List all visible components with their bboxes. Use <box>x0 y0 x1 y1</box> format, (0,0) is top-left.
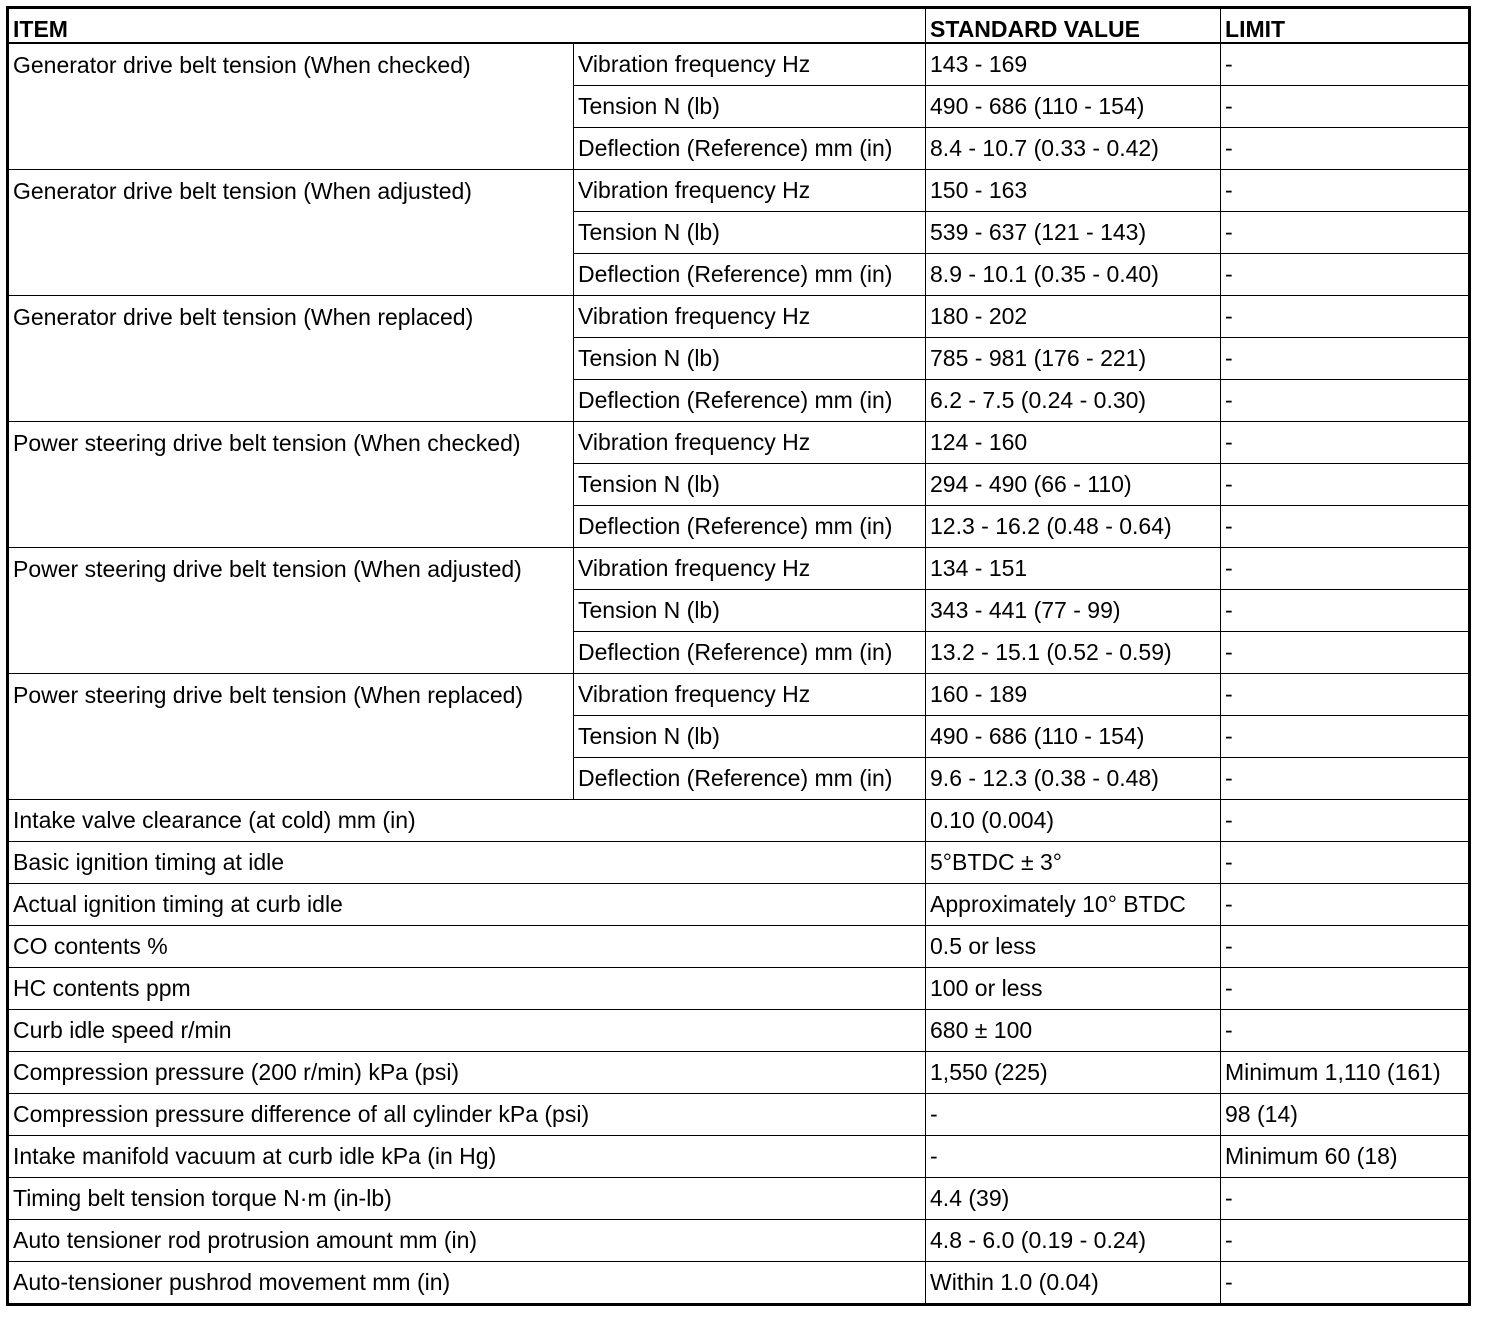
parameter-cell: Vibration frequency Hz <box>574 548 926 590</box>
standard-value-cell: Within 1.0 (0.04) <box>926 1262 1221 1305</box>
item-cell: Intake manifold vacuum at curb idle kPa (in Hg) <box>8 1136 926 1178</box>
limit-cell: - <box>1221 926 1470 968</box>
item-cell: Curb idle speed r/min <box>8 1010 926 1052</box>
limit-cell: - <box>1221 758 1470 800</box>
table-row <box>8 884 1470 926</box>
header-item: ITEM <box>8 8 926 44</box>
parameter-cell: Deflection (Reference) mm (in) <box>574 632 926 674</box>
standard-value-cell: 680 ± 100 <box>926 1010 1221 1052</box>
limit-cell: Minimum 1,110 (161) <box>1221 1052 1470 1094</box>
standard-value-cell: 12.3 - 16.2 (0.48 - 0.64) <box>926 506 1221 548</box>
limit-cell: - <box>1221 422 1470 464</box>
item-cell: Auto tensioner rod protrusion amount mm (in) <box>8 1220 926 1262</box>
item-cell: CO contents % <box>8 926 926 968</box>
parameter-cell: Deflection (Reference) mm (in) <box>574 380 926 422</box>
standard-value-cell: 490 - 686 (110 - 154) <box>926 716 1221 758</box>
limit-cell: - <box>1221 1178 1470 1220</box>
table-row <box>8 800 1470 842</box>
standard-value-cell: - <box>926 1094 1221 1136</box>
table-row <box>8 296 1470 338</box>
standard-value-cell: 1,550 (225) <box>926 1052 1221 1094</box>
limit-cell: - <box>1221 338 1470 380</box>
item-cell: HC contents ppm <box>8 968 926 1010</box>
limit-cell: - <box>1221 842 1470 884</box>
limit-cell: - <box>1221 170 1470 212</box>
table-row <box>8 926 1470 968</box>
item-cell: Intake valve clearance (at cold) mm (in) <box>8 800 926 842</box>
table-row <box>8 842 1470 884</box>
standard-value-cell: 490 - 686 (110 - 154) <box>926 86 1221 128</box>
parameter-cell: Tension N (lb) <box>574 464 926 506</box>
limit-cell: - <box>1221 674 1470 716</box>
standard-value-cell: 0.10 (0.004) <box>926 800 1221 842</box>
parameter-cell: Deflection (Reference) mm (in) <box>574 128 926 170</box>
parameter-cell: Tension N (lb) <box>574 338 926 380</box>
standard-value-cell: 8.4 - 10.7 (0.33 - 0.42) <box>926 128 1221 170</box>
standard-value-cell: Approximately 10° BTDC <box>926 884 1221 926</box>
limit-cell: - <box>1221 548 1470 590</box>
standard-value-cell: 180 - 202 <box>926 296 1221 338</box>
header-row <box>8 8 1470 44</box>
limit-cell: - <box>1221 296 1470 338</box>
item-cell: Generator drive belt tension (When checked) <box>8 43 574 170</box>
limit-cell: - <box>1221 506 1470 548</box>
specifications-table <box>6 6 1471 1306</box>
standard-value-cell: 134 - 151 <box>926 548 1221 590</box>
limit-cell: - <box>1221 590 1470 632</box>
table-row <box>8 1262 1470 1305</box>
item-cell: Auto-tensioner pushrod movement mm (in) <box>8 1262 926 1305</box>
table-row <box>8 968 1470 1010</box>
standard-value-cell: - <box>926 1136 1221 1178</box>
limit-cell: - <box>1221 968 1470 1010</box>
standard-value-cell: 143 - 169 <box>926 43 1221 86</box>
standard-value-cell: 9.6 - 12.3 (0.38 - 0.48) <box>926 758 1221 800</box>
table-row <box>8 170 1470 212</box>
standard-value-cell: 124 - 160 <box>926 422 1221 464</box>
item-cell: Timing belt tension torque N·m (in-lb) <box>8 1178 926 1220</box>
table-row <box>8 548 1470 590</box>
item-cell: Power steering drive belt tension (When checked) <box>8 422 574 548</box>
table-row <box>8 422 1470 464</box>
parameter-cell: Tension N (lb) <box>574 212 926 254</box>
limit-cell: - <box>1221 254 1470 296</box>
limit-cell: - <box>1221 884 1470 926</box>
item-cell: Generator drive belt tension (When replaced) <box>8 296 574 422</box>
limit-cell: - <box>1221 464 1470 506</box>
standard-value-cell: 13.2 - 15.1 (0.52 - 0.59) <box>926 632 1221 674</box>
table-row <box>8 1178 1470 1220</box>
item-cell: Power steering drive belt tension (When replaced) <box>8 674 574 800</box>
standard-value-cell: 539 - 637 (121 - 143) <box>926 212 1221 254</box>
limit-cell: - <box>1221 800 1470 842</box>
limit-cell: - <box>1221 212 1470 254</box>
table-row <box>8 1094 1470 1136</box>
item-cell: Actual ignition timing at curb idle <box>8 884 926 926</box>
standard-value-cell: 100 or less <box>926 968 1221 1010</box>
standard-value-cell: 343 - 441 (77 - 99) <box>926 590 1221 632</box>
limit-cell: - <box>1221 86 1470 128</box>
header-limit: LIMIT <box>1221 8 1470 44</box>
standard-value-cell: 6.2 - 7.5 (0.24 - 0.30) <box>926 380 1221 422</box>
item-cell: Basic ignition timing at idle <box>8 842 926 884</box>
parameter-cell: Tension N (lb) <box>574 590 926 632</box>
limit-cell: - <box>1221 1220 1470 1262</box>
table-row <box>8 674 1470 716</box>
parameter-cell: Deflection (Reference) mm (in) <box>574 254 926 296</box>
limit-cell: - <box>1221 43 1470 86</box>
standard-value-cell: 0.5 or less <box>926 926 1221 968</box>
parameter-cell: Tension N (lb) <box>574 86 926 128</box>
header-standard-value: STANDARD VALUE <box>926 8 1221 44</box>
limit-cell: - <box>1221 632 1470 674</box>
limit-cell: - <box>1221 128 1470 170</box>
limit-cell: 98 (14) <box>1221 1094 1470 1136</box>
standard-value-cell: 8.9 - 10.1 (0.35 - 0.40) <box>926 254 1221 296</box>
parameter-cell: Vibration frequency Hz <box>574 43 926 86</box>
standard-value-cell: 785 - 981 (176 - 221) <box>926 338 1221 380</box>
limit-cell: - <box>1221 1262 1470 1305</box>
parameter-cell: Vibration frequency Hz <box>574 170 926 212</box>
standard-value-cell: 5°BTDC ± 3° <box>926 842 1221 884</box>
limit-cell: - <box>1221 380 1470 422</box>
parameter-cell: Vibration frequency Hz <box>574 674 926 716</box>
item-cell: Power steering drive belt tension (When adjusted) <box>8 548 574 674</box>
parameter-cell: Deflection (Reference) mm (in) <box>574 506 926 548</box>
parameter-cell: Tension N (lb) <box>574 716 926 758</box>
limit-cell: - <box>1221 716 1470 758</box>
item-cell: Generator drive belt tension (When adjusted) <box>8 170 574 296</box>
parameter-cell: Deflection (Reference) mm (in) <box>574 758 926 800</box>
table-row <box>8 43 1470 86</box>
table-body <box>8 43 1470 1305</box>
table-row <box>8 1010 1470 1052</box>
standard-value-cell: 4.8 - 6.0 (0.19 - 0.24) <box>926 1220 1221 1262</box>
limit-cell: Minimum 60 (18) <box>1221 1136 1470 1178</box>
standard-value-cell: 4.4 (39) <box>926 1178 1221 1220</box>
item-cell: Compression pressure difference of all cylinder kPa (psi) <box>8 1094 926 1136</box>
limit-cell: - <box>1221 1010 1470 1052</box>
standard-value-cell: 294 - 490 (66 - 110) <box>926 464 1221 506</box>
standard-value-cell: 150 - 163 <box>926 170 1221 212</box>
parameter-cell: Vibration frequency Hz <box>574 296 926 338</box>
parameter-cell: Vibration frequency Hz <box>574 422 926 464</box>
table-row <box>8 1136 1470 1178</box>
table-row <box>8 1220 1470 1262</box>
table-row <box>8 1052 1470 1094</box>
standard-value-cell: 160 - 189 <box>926 674 1221 716</box>
item-cell: Compression pressure (200 r/min) kPa (psi) <box>8 1052 926 1094</box>
